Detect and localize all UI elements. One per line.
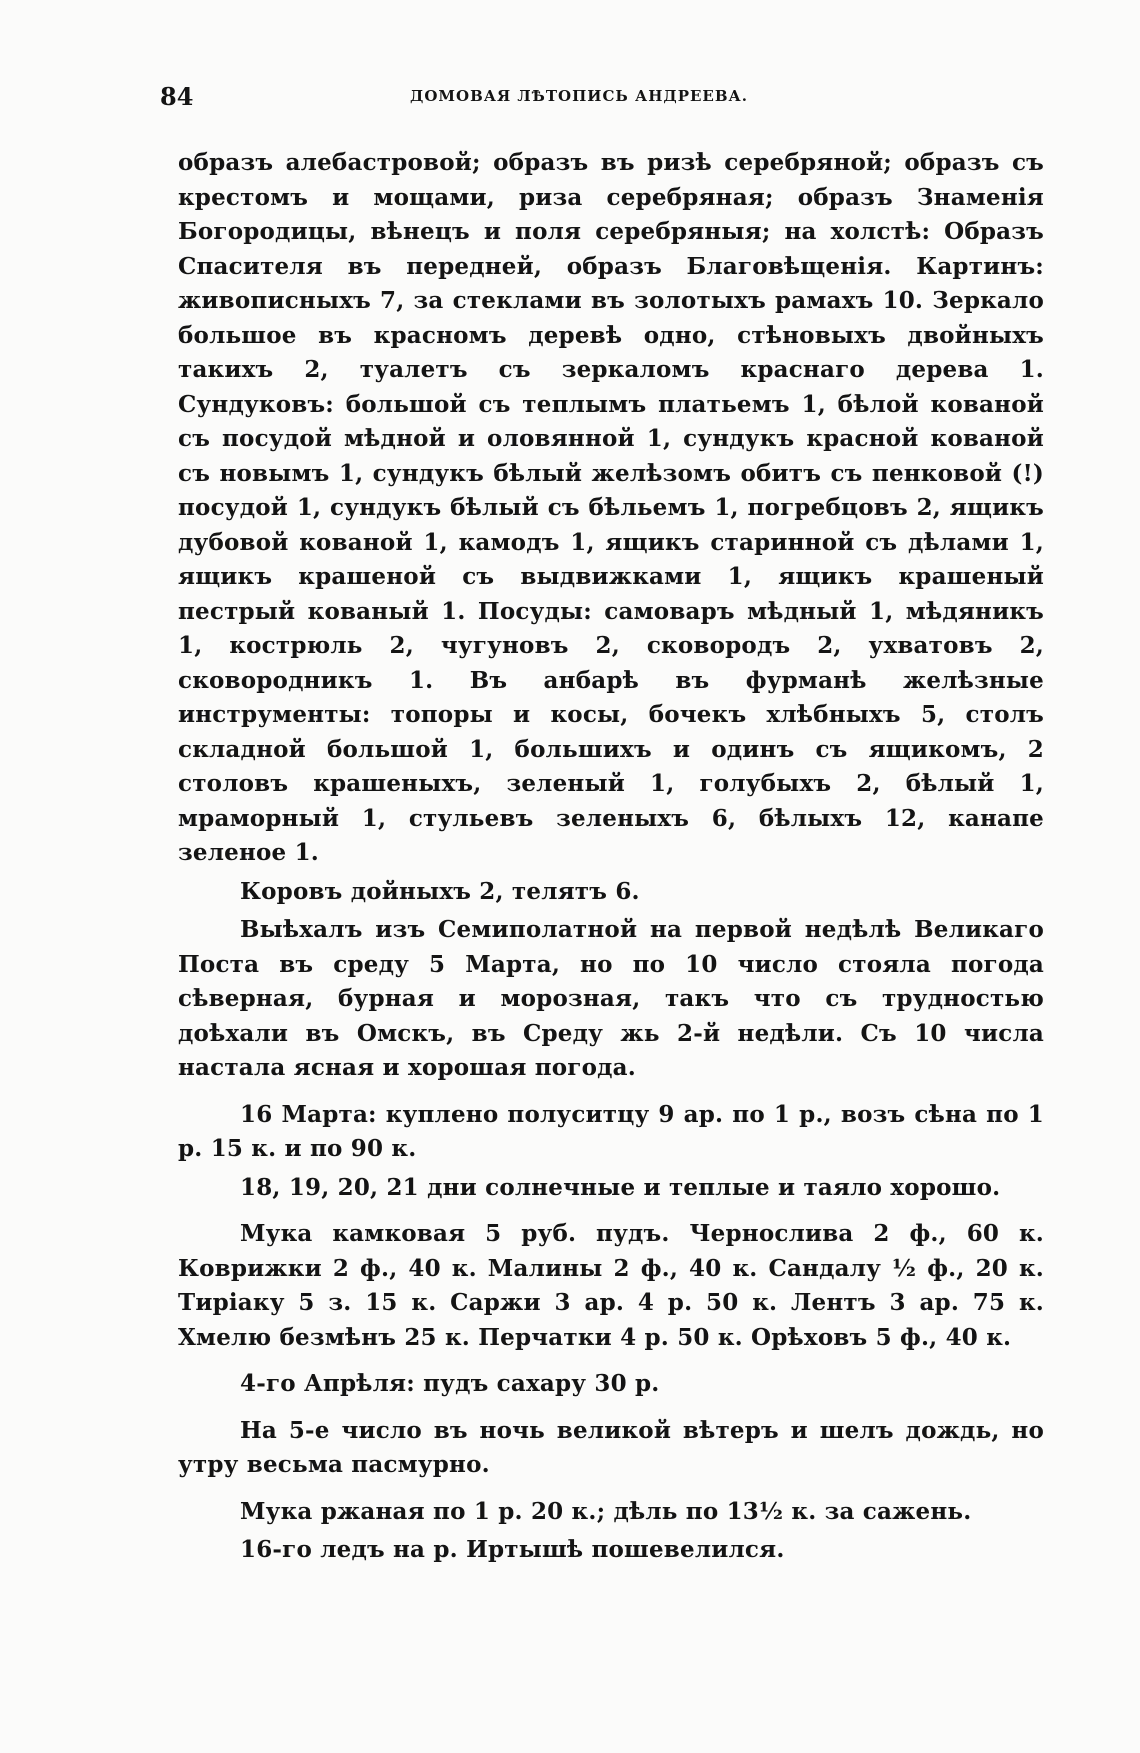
paragraph-inventory: образъ алебастровой; образъ въ ризѣ серебряной; образъ съ крестомъ и мощами, риза серебряная; образъ Знаменія Богородицы, вѣнецъ и поля серебряныя; на холстѣ: Образъ Спасителя въ передней, образъ Благовѣщенія. Картинъ: живописныхъ 7, за стеклами въ золотыхъ рамахъ 10. Зеркало большое въ красномъ деревѣ одно, стѣновыхъ двойныхъ такихъ 2, туалетъ съ зеркаломъ краснаго дерева 1. Сундуковъ: большой съ теплымъ платьемъ 1, бѣлой кованой съ посудой мѣдной и оловянной 1, сундукъ красной кованой съ новымъ 1, сундукъ бѣлый желѣзомъ обитъ съ пенковой (!) посудой 1, сундукъ бѣлый съ бѣльемъ 1, погребцовъ 2, ящикъ дубовой кованой 1, камодъ 1, ящикъ старинной съ дѣлами 1, ящикъ крашеной съ выдвижками 1, ящикъ крашеный пестрый кованый 1. Посуды: самоваръ мѣдный 1, мѣдяникъ 1, кострюль 2, чугуновъ 2, сковородъ 2, ухватовъ 2, сковородникъ 1. Въ анбарѣ въ фурманѣ желѣзные инструменты: топоры и косы, бочекъ хлѣбныхъ 5, столъ складной большой 1, большихъ и одинъ съ ящикомъ, 2 столовъ крашеныхъ, зеленый 1, голубыхъ 2, бѣлый 1, мраморный 1, стульевъ зеленыхъ 6, бѣлыхъ 12, канапе зеленое 1. [178, 149, 1044, 866]
running-title: ДОМОВАЯ ЛѢТОПИСЬ АНДРЕЕВА. [410, 87, 748, 105]
paragraph-flour: Мука ржаная по 1 р. 20 к.; дѣль по 13½ к. за сажень. [240, 1497, 972, 1525]
paragraph-ice: 16-го ледъ на р. Иртышѣ пошевелился. [240, 1536, 785, 1563]
paragraph-sunny-days: 18, 19, 20, 21 дни солнечные и теплые и таяло хорошо. [240, 1173, 1001, 1201]
page-header [160, 82, 960, 112]
paragraph-prices: Мука камковая 5 руб. пудъ. Чернослива 2 ф., 60 к. Коврижки 2 ф., 40 к. Малины 2 ф., 40 к. Сандалу ½ ф., 20 к. Тиріаку 5 з. 15 к. Саржи 3 ар. 4 р. 50 к. Лентъ 3 ар. 75 к. Хмелю безмѣнъ 25 к. Перчатки 4 р. 50 к. Орѣховъ 5 ф., 40 к. [178, 1220, 1044, 1351]
paragraph-cows: Коровъ дойныхъ 2, телятъ 6. [240, 877, 640, 905]
paragraph-march-16: 16 Марта: куплено полуситцу 9 ар. по 1 р., возъ сѣна по 1 р. 15 к. и по 90 к. [178, 1100, 1044, 1162]
body-text [178, 146, 1044, 1568]
paragraph-april-4: 4-го Апрѣля: пудъ сахару 30 р. [240, 1370, 660, 1397]
page-number: 84 [160, 82, 194, 111]
paragraph-april-5: На 5-е число въ ночь великой вѣтеръ и шелъ дождь, но утру весьма пасмурно. [178, 1416, 1044, 1478]
paragraph-departure: Выѣхалъ изъ Семиполатной на первой недѣлѣ Великаго Поста въ среду 5 Марта, но по 10 число стояла погода сѣверная, бурная и морозная, такъ что съ трудностью доѣхали въ Омскъ, въ Среду жь 2-й недѣли. Съ 10 числа настала ясная и хорошая погода. [178, 916, 1044, 1081]
